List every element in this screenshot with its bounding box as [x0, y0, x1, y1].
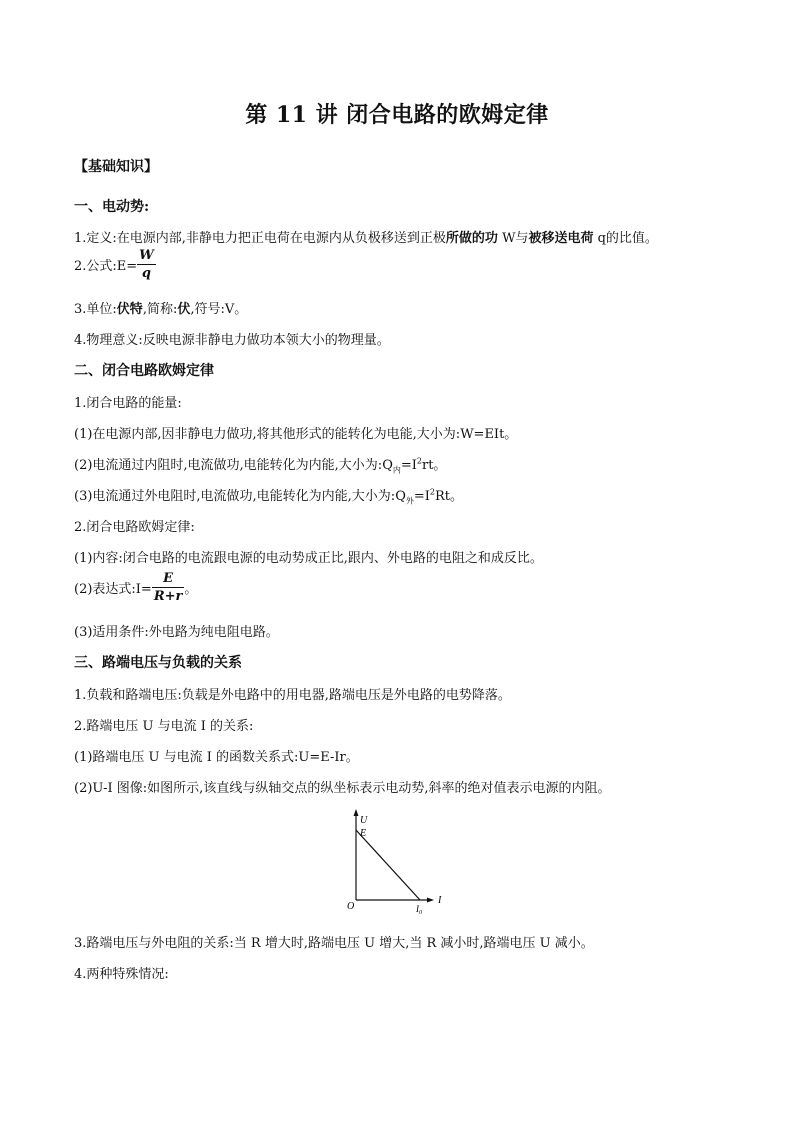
definition-line — [74, 227, 658, 246]
ohm-law-condition: (3)适用条件:外电路为纯电阻电路。 — [74, 625, 279, 640]
expression-prefix: (2)表达式:I= — [74, 582, 152, 597]
page-title: 第 11 讲 闭合电路的欧姆定律 — [245, 102, 549, 128]
unit-text-c: ,简称: — [142, 302, 178, 317]
section-1-heading: 一、电动势: — [74, 199, 150, 215]
energy-item-3-a: (3)电流通过外电阻时,电流做功,电能转化为内能,大小为:Q — [74, 489, 406, 504]
section-3-heading: 三、路端电压与负载的关系 — [74, 655, 242, 671]
ohm-law-line: 2.闭合电路欧姆定律: — [74, 520, 195, 535]
label-origin: O — [347, 901, 355, 912]
label-i0-sub: 0 — [419, 910, 422, 916]
u-i-function-line: (1)路端电压 U 与电流 I 的函数关系式:U=E-Ir。 — [74, 750, 359, 765]
energy-item-2 — [74, 454, 446, 476]
definition-text-a: 1.定义:在电源内部,非静电力把正电荷在电源内从负极移送到正极 — [74, 231, 446, 246]
meaning-line: 4.物理意义:反映电源非静电力做功本领大小的物理量。 — [74, 333, 390, 348]
current-fraction-numerator: E — [152, 570, 185, 588]
emf-fraction — [137, 247, 156, 282]
energy-item-3 — [74, 485, 463, 507]
label-i0 — [415, 904, 422, 916]
energy-item-3-sub: 外 — [405, 496, 414, 506]
u-axis-arrow — [354, 809, 359, 816]
unit-line — [74, 298, 247, 317]
unit-text-e: ,符号:V。 — [190, 302, 248, 317]
label-i: I — [438, 895, 442, 906]
definition-text-d: 被移送电荷 — [528, 231, 594, 246]
voltage-resistance-line: 3.路端电压与外电阻的关系:当 R 增大时,路端电压 U 增大,当 R 减小时,路端电压 U 减小。 — [74, 936, 594, 951]
energy-line: 1.闭合电路的能量: — [74, 396, 182, 411]
energy-item-2-sup: 2 — [416, 456, 422, 466]
label-i0-main: I — [416, 904, 419, 914]
expression-suffix: 。 — [184, 582, 198, 597]
formula-prefix: 2.公式:E= — [74, 259, 138, 274]
definition-text-e: q的比值。 — [593, 231, 658, 246]
unit-text-d: 伏 — [177, 302, 191, 317]
ohm-law-expression — [74, 570, 197, 605]
basic-knowledge-header: 【基础知识】 — [74, 159, 158, 175]
unit-text-a: 3.单位: — [74, 302, 117, 317]
label-u: U — [360, 815, 368, 826]
definition-text-b: 所做的功 — [445, 231, 498, 246]
section-2-heading: 二、闭合电路欧姆定律 — [74, 363, 214, 379]
energy-item-3-sup: 2 — [429, 487, 435, 497]
i-axis-arrow — [427, 898, 434, 903]
load-voltage-line: 1.负载和路端电压:负载是外电路中的用电器,路端电压是外电路的电势降落。 — [74, 688, 511, 703]
energy-item-3-c: Rt。 — [434, 489, 463, 504]
emf-fraction-numerator: W — [139, 248, 154, 263]
ohm-law-content: (1)内容:闭合电路的电流跟电源的电动势成正比,跟内、外电路的电阻之和成反比。 — [74, 551, 543, 566]
unit-text-b: 伏特 — [116, 302, 143, 317]
energy-item-2-b: =I — [400, 458, 417, 473]
u-i-relation-line: 2.路端电压 U 与电流 I 的关系: — [74, 719, 254, 734]
u-i-graph — [314, 806, 474, 916]
definition-text-c: W与 — [497, 231, 529, 246]
label-e: E — [360, 828, 367, 839]
energy-item-3-b: =I — [413, 489, 430, 504]
current-fraction — [152, 570, 185, 605]
u-i-graph-line: (2)U-I 图像:如图所示,该直线与纵轴交点的纵坐标表示电动势,斜率的绝对值表示电源的内阻。 — [74, 781, 611, 796]
special-cases-line: 4.两种特殊情况: — [74, 967, 169, 982]
formula-line — [74, 247, 156, 282]
energy-item-2-a: (2)电流通过内阻时,电流做功,电能转化为内能,大小为:Q — [74, 458, 393, 473]
energy-item-2-c: rt。 — [421, 458, 447, 473]
energy-item-1: (1)在电源内部,因非静电力做功,将其他形式的能转化为电能,大小为:W=EIt。 — [74, 427, 518, 442]
energy-item-2-sub: 内 — [392, 465, 401, 475]
u-i-line — [356, 830, 420, 900]
current-fraction-denominator: R+r — [153, 589, 183, 604]
emf-fraction-denominator: q — [141, 266, 152, 281]
